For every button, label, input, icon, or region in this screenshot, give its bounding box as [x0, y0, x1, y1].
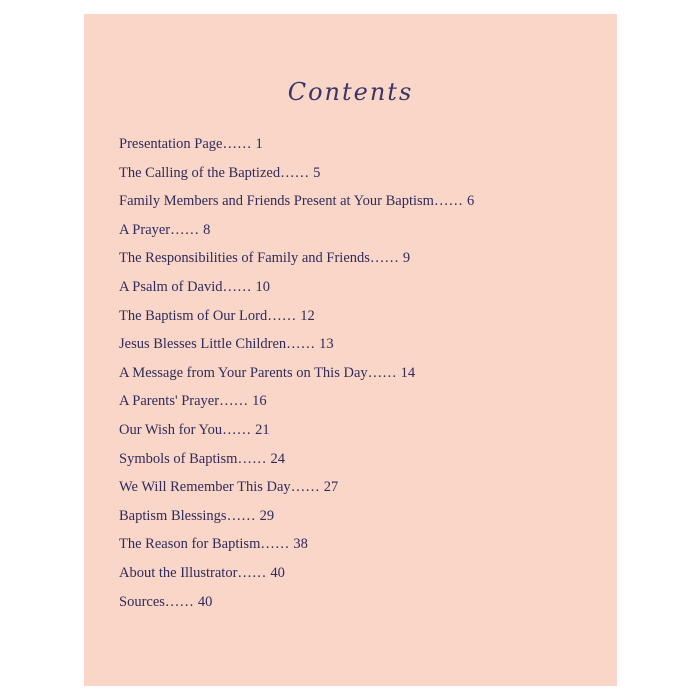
toc-entry-page-number: 1: [255, 136, 263, 152]
toc-entry-leader: ……: [222, 136, 252, 152]
toc-entry-page-number: 27: [323, 479, 339, 496]
contents-title: Contents: [287, 78, 414, 106]
toc-entry: [119, 273, 474, 302]
toc-entry-label: The Responsibilities of Family and Friends: [119, 250, 370, 267]
toc-entry-label: Family Members and Friends Present at Your Baptism: [119, 193, 434, 210]
toc-entry-leader: ……: [237, 450, 267, 467]
toc-entry-label: The Reason for Baptism: [119, 536, 261, 553]
toc-entry-page-number: 14: [400, 364, 416, 381]
toc-entry: [119, 159, 474, 188]
toc-entry-page-number: 24: [270, 450, 285, 467]
toc-entry-leader: ……: [286, 336, 316, 353]
toc-entry: [119, 473, 474, 502]
toc-entry-page-number: 40: [270, 564, 285, 581]
toc-entry-label: A Prayer: [119, 221, 171, 238]
toc-entry: [119, 530, 474, 559]
toc-entry-label: About the Illustrator: [119, 564, 238, 581]
toc-entry: [119, 187, 474, 216]
toc-entry-page-number: 5: [313, 164, 321, 181]
toc-entry: [119, 302, 474, 331]
toc-entry-page-number: 13: [319, 336, 334, 353]
toc-entry-leader: ……: [369, 250, 399, 267]
toc-entry-leader: ……: [237, 564, 267, 581]
toc-entry-label: Symbols of Baptism: [119, 450, 238, 467]
toc-entry-label: A Psalm of David: [119, 278, 223, 295]
toc-entry-label: Jesus Blesses Little Children: [119, 336, 287, 353]
toc-entry: [119, 244, 474, 273]
toc-entry: [119, 330, 474, 359]
toc-entry-label: A Parents' Prayer: [119, 393, 220, 410]
toc-entry-page-number: 6: [466, 193, 475, 210]
toc-entry: [119, 416, 474, 445]
toc-entry: [119, 502, 474, 531]
toc-entry-page-number: 21: [255, 421, 270, 438]
toc-entry-label: The Baptism of Our Lord: [119, 307, 268, 324]
toc-entry-leader: ……: [267, 307, 297, 324]
toc-entry-page-number: 38: [293, 536, 308, 553]
toc-entry-page-number: 16: [252, 393, 267, 410]
toc-entry-page-number: 40: [197, 593, 213, 610]
toc-entry-label: Our Wish for You: [119, 421, 223, 438]
toc-entry-label: Sources: [119, 593, 165, 610]
toc-entry-label: A Message from Your Parents on This Day: [119, 364, 368, 381]
toc-entry-label: The Calling of the Baptized: [119, 164, 281, 181]
toc-entry-leader: ……: [170, 221, 200, 238]
toc-entry-label: Baptism Blessings: [119, 507, 227, 524]
toc-entry-leader: ……: [164, 593, 194, 610]
toc-entry: [119, 588, 474, 617]
toc-entry-leader: ……: [367, 364, 397, 381]
toc-entry-page-number: 8: [203, 221, 211, 238]
toc-entry-leader: ……: [222, 421, 252, 438]
toc-entry: [119, 130, 474, 159]
toc-entry: [119, 359, 474, 388]
toc-entry-page-number: 9: [402, 250, 411, 267]
toc-entry: [119, 559, 474, 588]
toc-entry-leader: ……: [222, 278, 252, 295]
toc-entry-leader: ……: [226, 507, 256, 524]
toc-entry-leader: ……: [219, 393, 249, 410]
book-page: [84, 14, 617, 686]
toc-entry: [119, 216, 474, 245]
toc-entry-label: We Will Remember This Day: [119, 479, 291, 496]
toc-entry: [119, 445, 474, 474]
toc-entry-label: Presentation Page: [119, 136, 223, 152]
table-of-contents: [119, 130, 474, 616]
toc-entry: [119, 387, 474, 416]
toc-entry-page-number: 12: [300, 307, 315, 324]
toc-entry-leader: ……: [280, 164, 310, 181]
toc-entry-page-number: 29: [259, 507, 275, 524]
toc-entry-leader: ……: [260, 536, 290, 553]
toc-entry-leader: ……: [290, 479, 320, 496]
toc-entry-page-number: 10: [255, 278, 271, 295]
toc-entry-leader: ……: [433, 193, 463, 210]
